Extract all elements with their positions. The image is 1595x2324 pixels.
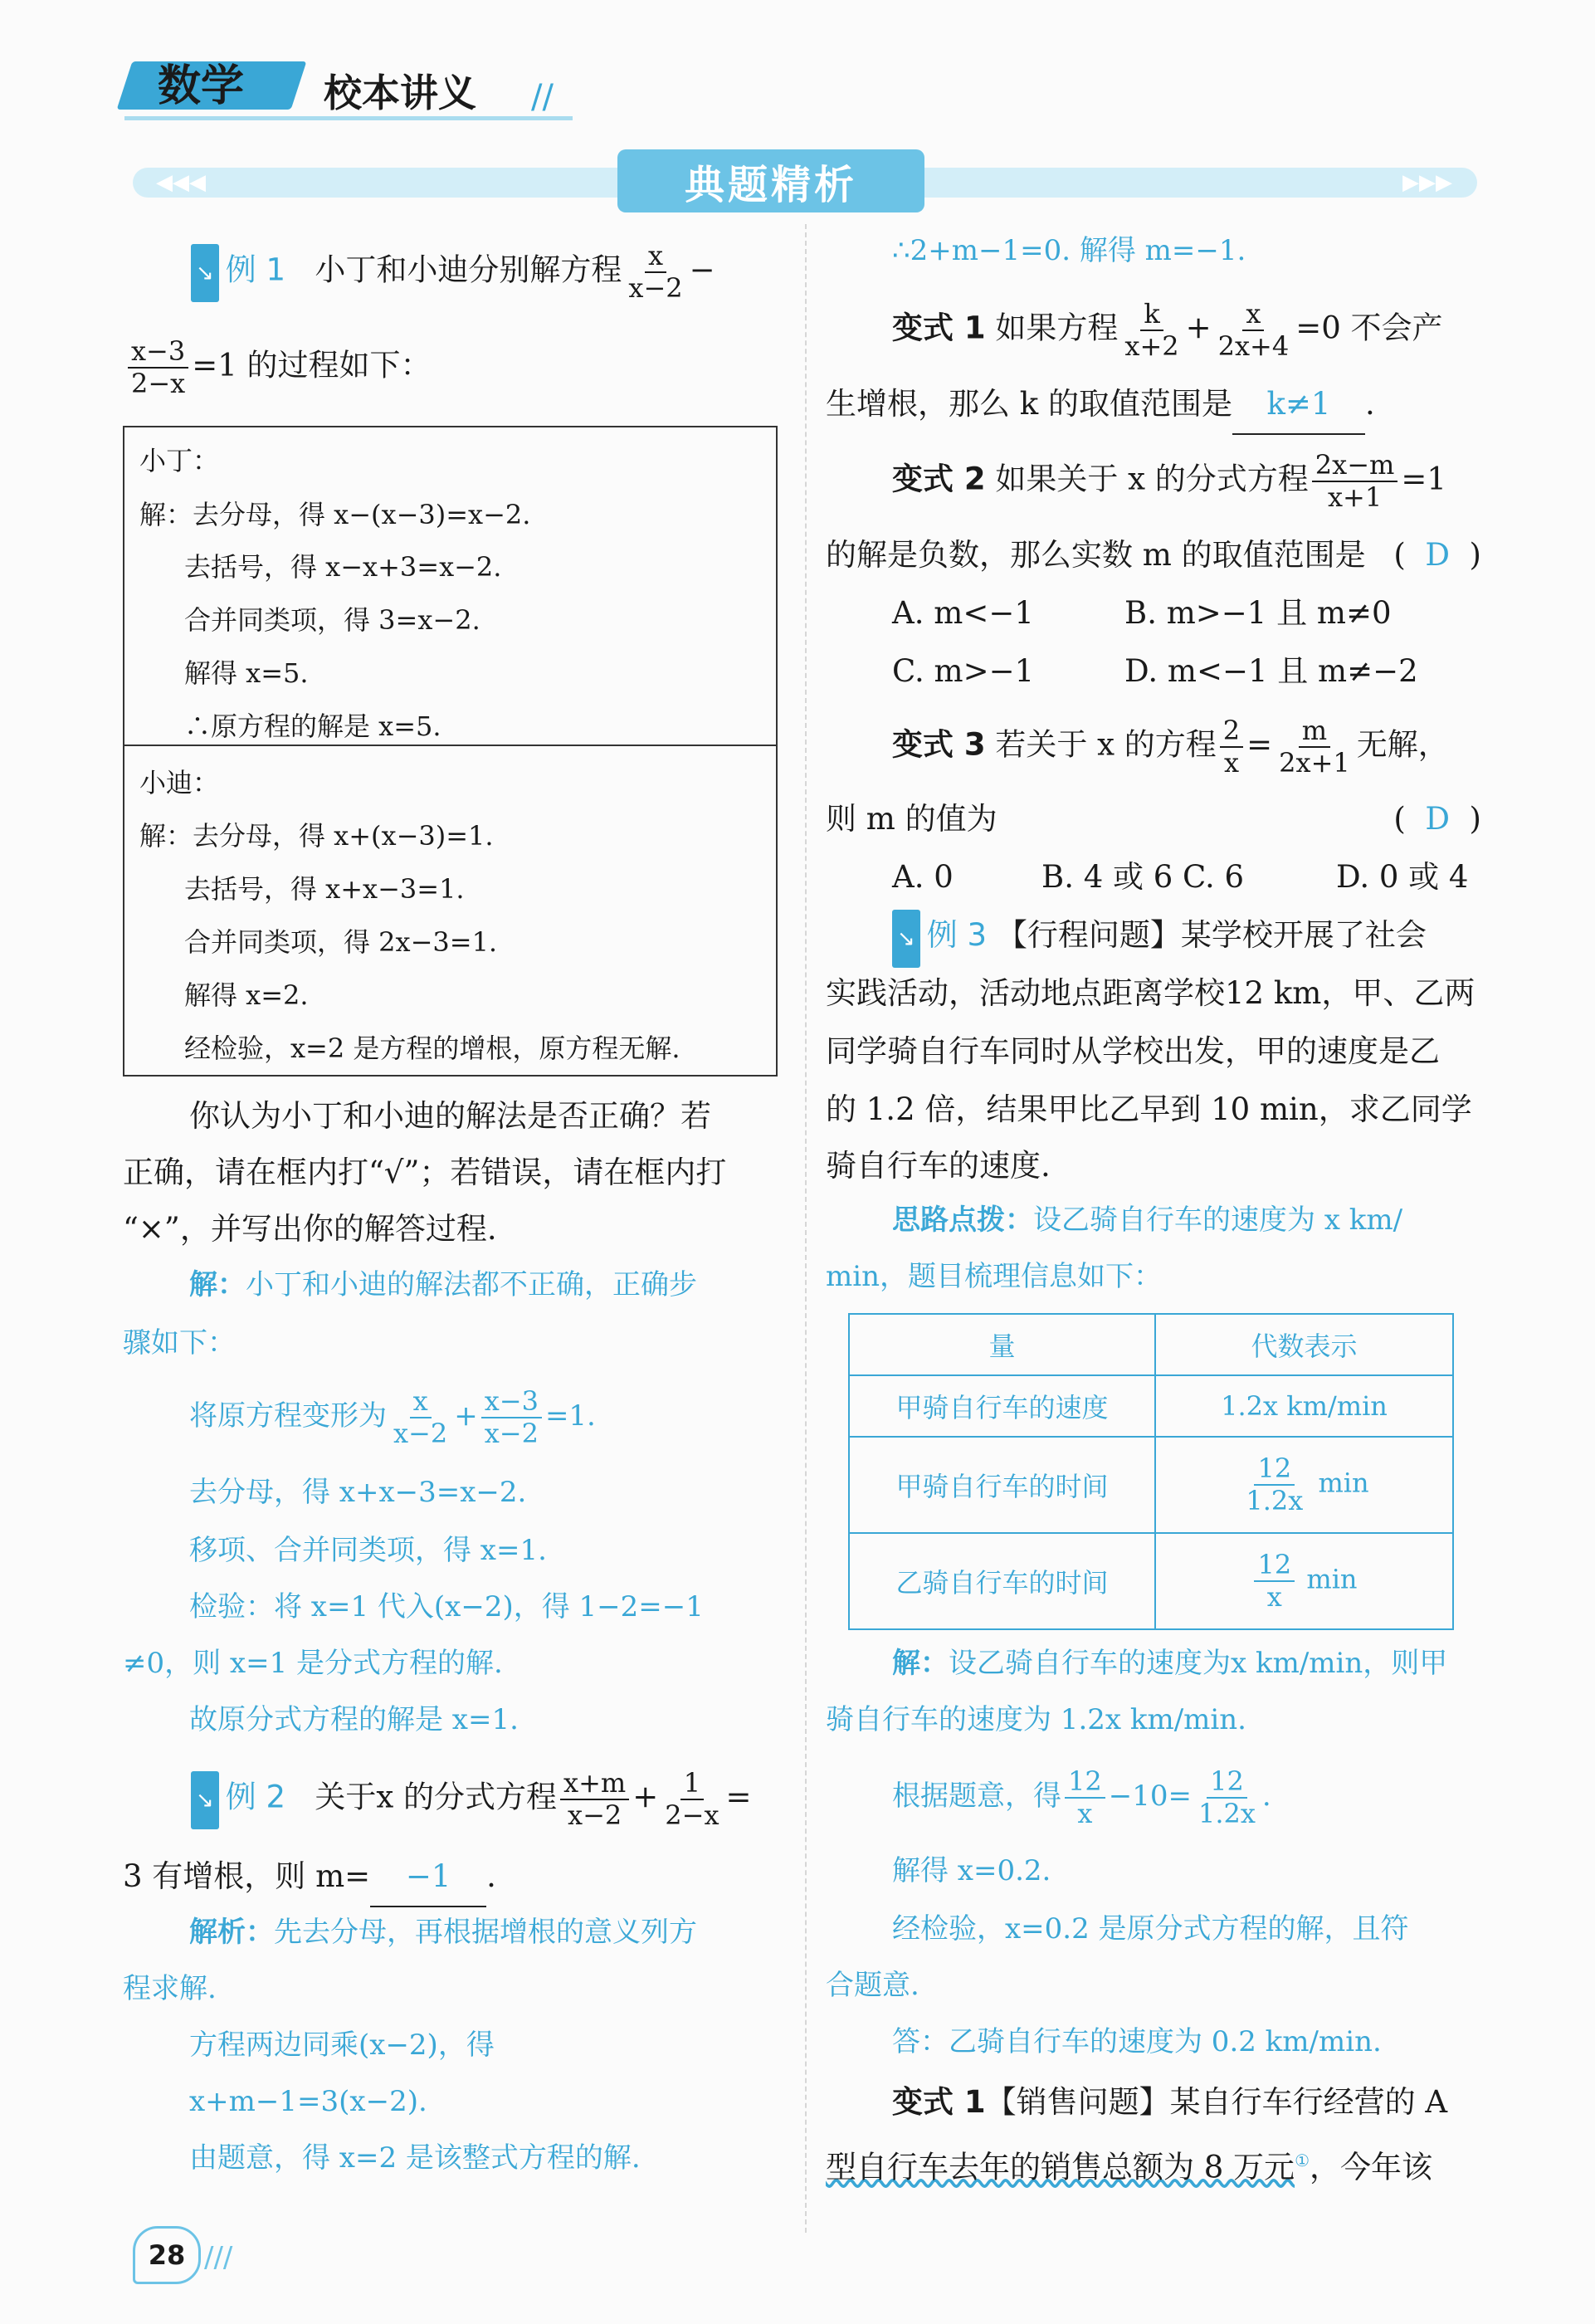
example1-sol-line-3: 检验：将 x=1 代入(x−2)，得 1−2=−1 xyxy=(189,1590,704,1623)
example2-frac2: $\frac{1}{2-x}$ xyxy=(665,1767,719,1831)
example3-line2: 实践活动，活动地点距离学校12 km，甲、乙两 xyxy=(826,975,1475,1011)
example1-solution-1 xyxy=(189,1258,697,1311)
example1-question-2: 正确，请在框内打“√”；若错误，请在框内打 xyxy=(123,1155,727,1190)
example2-step-3: 由题意，得 x=2 是该整式方程的解. xyxy=(189,2141,641,2175)
example2-label: 例 2 xyxy=(225,1779,286,1815)
example1-frac1: $\frac{x}{x-2}$ xyxy=(628,240,683,304)
solution-box xyxy=(123,426,778,1077)
variant4-line2 xyxy=(826,2131,1432,2196)
example-icon: ↘ xyxy=(191,244,219,302)
example3-eq-frac1: $\frac{12}{x}$ xyxy=(1065,1766,1105,1829)
variant2-option-a: A. m<−1 xyxy=(892,595,1034,631)
example3-line1 xyxy=(892,906,1427,968)
example3-line1-text: 某学校开展了社会 xyxy=(1180,917,1427,953)
example3-line5: 骑自行车的速度. xyxy=(826,1148,1051,1184)
example3-hint-2: min，题目梳理信息如下： xyxy=(826,1260,1163,1293)
table-cell-label: 甲骑自行车的速度 xyxy=(849,1375,1155,1437)
variant4-line1-text: 某自行车行经营的 A xyxy=(1169,2084,1448,2120)
example2-frac1: $\frac{x+m}{x-2}$ xyxy=(560,1768,629,1831)
header xyxy=(124,58,573,124)
variant4-line2-end: ，今年该 xyxy=(1310,2149,1432,2185)
example1-solution-text: 小丁和小迪的解法都不正确，正确步 xyxy=(246,1268,697,1301)
variant2-answer: D xyxy=(1425,537,1451,573)
variant3-answer-paren: ( D ) xyxy=(1393,801,1481,837)
variant1-answer: k≠1 xyxy=(1232,375,1365,435)
example1-label: 例 1 xyxy=(225,251,286,288)
example-icon: ↘ xyxy=(892,910,920,968)
banner-arrows-left: ◀◀◀ xyxy=(156,170,206,195)
info-table xyxy=(848,1313,1454,1630)
table-row xyxy=(849,1437,1453,1533)
box2-line-4: 解得 x=2. xyxy=(184,979,309,1011)
variant2-answer-paren: ( D ) xyxy=(1393,537,1481,573)
example3-sol-1 xyxy=(892,1637,1447,1690)
variant2-text: 如果关于 x 的分式方程 xyxy=(995,461,1309,497)
variant3-option-a: A. 0 xyxy=(892,859,954,895)
variant4-label: 变式 1 xyxy=(892,2084,986,2120)
example3-eq-end: . xyxy=(1261,1779,1271,1813)
example1-sol-frac2: $\frac{x-3}{x-2}$ xyxy=(481,1386,542,1449)
variant2-line2-text: 的解是负数，那么实数 m 的取值范围是 xyxy=(826,537,1366,573)
variant1-text: 如果方程 xyxy=(995,310,1119,346)
variant2-option-d: D. m<−1 且 m≠−2 xyxy=(1124,653,1418,689)
variant4-topic: 【销售问题】 xyxy=(985,2084,1170,2120)
example1-transform-text: 将原方程变形为 xyxy=(189,1399,387,1433)
box1-line-2: 去括号，得 x−x+3=x−2. xyxy=(184,551,502,583)
example3-line4: 的 1.2 倍，结果甲比乙早到 10 min，求乙同学 xyxy=(826,1091,1472,1127)
example3-eq-frac2: $\frac{12}{1.2x}$ xyxy=(1197,1765,1256,1829)
variant1-frac1: $\frac{k}{x+2}$ xyxy=(1124,298,1179,362)
box1-name: 小丁： xyxy=(139,445,220,476)
example1-intro-line2 xyxy=(124,336,432,399)
variant2-option-b: B. m>−1 且 m≠0 xyxy=(1124,595,1392,631)
example1-solution-lead: 解： xyxy=(189,1268,246,1301)
table-cell-label: 甲骑自行车的时间 xyxy=(849,1437,1155,1533)
example2-analysis-text: 先去分母，再根据增根的意义列方 xyxy=(274,1916,697,1949)
example2-analysis-lead: 解析： xyxy=(189,1916,274,1949)
variant4-footnote: ① xyxy=(1295,2151,1310,2170)
variant1-line2 xyxy=(826,375,1375,435)
example1-intro-text: 小丁和小迪分别解方程 xyxy=(315,251,622,288)
example2-line2-text: 3 有增根，则 m= xyxy=(123,1858,371,1894)
example1-sol-line-4: ≠0，则 x=1 是分式方程的解. xyxy=(123,1647,503,1680)
header-slashes: // xyxy=(531,78,554,116)
page-number-slashes: /// xyxy=(204,2241,233,2274)
example1-sol-line-1: 去分母，得 x+x−3=x−2. xyxy=(189,1476,527,1509)
variant3-line1: 变式 3 若关于 x 的方程 $\frac{2}{x}$ = $\frac{m}{2x+1}$ 无解， xyxy=(892,715,1449,779)
variant3-tail: 无解， xyxy=(1356,726,1449,763)
example3-more-2: 经检验，x=0.2 是原分式方程的解，且符 xyxy=(892,1912,1409,1946)
variant3-option-d: D. 0 或 4 xyxy=(1336,859,1469,895)
variant3-label: 变式 3 xyxy=(892,726,986,763)
example1-intro: ↘ 例 1 小丁和小迪分别解方程 $\frac{x}{x-2}$ − xyxy=(191,241,715,304)
variant1-line2-text: 生增根，那么 k 的取值范围是 xyxy=(826,386,1232,422)
example3-eq-lead: 根据题意，得 xyxy=(892,1779,1061,1813)
variant2-line2 xyxy=(826,526,1481,584)
example3-more-1: 解得 x=0.2. xyxy=(892,1854,1051,1887)
example1-question-3: “×”，并写出你的解答过程. xyxy=(123,1211,497,1247)
example2-line2-end: . xyxy=(486,1858,496,1894)
example1-sol-line-5: 故原分式方程的解是 x=1. xyxy=(189,1703,519,1736)
example1-solution-2: 骤如下： xyxy=(123,1326,236,1360)
page-number-badge xyxy=(133,2226,201,2284)
example2-answer: −1 xyxy=(370,1848,486,1907)
section-title-box xyxy=(617,149,924,212)
example2-conclusion: ∴2+m−1=0. 解得 m=−1. xyxy=(892,234,1246,267)
variant3-option-b: B. 4 或 6 xyxy=(1041,859,1173,895)
example1-transform-tail: =1. xyxy=(544,1399,596,1433)
example-icon: ↘ xyxy=(191,1771,219,1829)
box1-line-5: ∴原方程的解是 x=5. xyxy=(184,710,441,742)
example3-topic: 【行程问题】 xyxy=(996,917,1181,953)
variant2-line1 xyxy=(892,450,1446,513)
variant3-option-c: C. 6 xyxy=(1183,859,1245,895)
variant2-label: 变式 2 xyxy=(892,461,986,497)
variant3-frac2: $\frac{m}{2x+1}$ xyxy=(1279,715,1350,779)
example3-eq-mid: −10= xyxy=(1108,1779,1192,1813)
example1-question-1: 你认为小丁和小迪的解法是否正确？若 xyxy=(189,1098,711,1134)
example2-step-2: x+m−1=3(x−2). xyxy=(189,2085,427,2118)
variant2-frac: $\frac{2x-m}{x+1}$ xyxy=(1312,450,1398,513)
variant2-tail: =1 xyxy=(1401,461,1446,497)
example3-line3: 同学骑自行车同时从学校出发，甲的速度是乙 xyxy=(826,1033,1440,1069)
banner-arrows-right: ▶▶▶ xyxy=(1402,170,1452,195)
example2-analysis-1 xyxy=(189,1906,697,1959)
table-row xyxy=(849,1533,1453,1629)
example2-analysis-2: 程求解. xyxy=(123,1972,217,2005)
example1-transform: 将原方程变形为 $\frac{x}{x-2}$ + $\frac{x-3}{x-2}$ =1. xyxy=(189,1385,596,1449)
example3-more-4: 答：乙骑自行车的速度为 0.2 km/min. xyxy=(892,2025,1382,2058)
table-cell-value: $\frac{12}{x}$ min xyxy=(1155,1533,1453,1629)
example2-line2 xyxy=(123,1848,496,1907)
variant3-line2-text: 则 m 的值为 xyxy=(826,801,997,837)
example1-frac2: $\frac{x-3}{2-x}$ xyxy=(128,336,188,399)
example2-intro-text: 关于x 的分式方程 xyxy=(315,1779,558,1815)
box2-line-1: 解：去分母，得 x+(x−3)=1. xyxy=(139,820,494,852)
section-title: 典题精析 xyxy=(684,161,857,208)
header-underline xyxy=(124,116,573,120)
variant1-line2-end: . xyxy=(1364,386,1375,422)
box2-line-5: 经检验，x=2 是方程的增根，原方程无解. xyxy=(184,1033,680,1064)
example3-more-3: 合题意. xyxy=(826,1969,919,2002)
example1-intro-tail: =1 的过程如下： xyxy=(192,347,432,383)
table-cell-label: 乙骑自行车的时间 xyxy=(849,1533,1155,1629)
variant4-line2-text: 型自行车去年的销售总额为 8 万元 xyxy=(826,2149,1295,2185)
variant1-label: 变式 1 xyxy=(892,310,986,346)
table-row xyxy=(849,1375,1453,1437)
variant1-frac2: $\frac{x}{2x+4}$ xyxy=(1217,298,1290,362)
variant2-option-c: C. m>−1 xyxy=(892,653,1035,689)
example2-eq: = xyxy=(725,1779,752,1815)
box1-line-4: 解得 x=5. xyxy=(184,657,309,689)
example3-sol-lead: 解： xyxy=(892,1647,949,1680)
variant3-text: 若关于 x 的方程 xyxy=(995,726,1217,763)
variant4-line1 xyxy=(892,2073,1447,2131)
page-number: 28 xyxy=(148,2239,186,2271)
box2-line-2: 去括号，得 x+x−3=1. xyxy=(184,873,465,905)
example2-step-1: 方程两边同乘(x−2)，得 xyxy=(189,2029,495,2062)
variant3-frac1: $\frac{2}{x}$ xyxy=(1220,715,1243,779)
box1-line-1: 解：去分母，得 x−(x−3)=x−2. xyxy=(139,499,531,530)
example3-hint-lead: 思路点拨： xyxy=(892,1204,1033,1237)
example1-sol-frac1: $\frac{x}{x-2}$ xyxy=(393,1385,448,1449)
table-header: 量 xyxy=(849,1314,1155,1375)
table-header: 代数表示 xyxy=(1155,1314,1453,1375)
example3-label: 例 3 xyxy=(926,917,988,953)
example3-hint-1 xyxy=(892,1194,1402,1247)
table-cell-value: $\frac{12}{1.2x}$ min xyxy=(1155,1437,1453,1533)
box2-line-3: 合并同类项，得 2x−3=1. xyxy=(184,926,498,958)
header-book: 校本讲义 xyxy=(324,71,476,115)
example3-sol-2: 骑自行车的速度为 1.2x km/min. xyxy=(826,1703,1246,1736)
example2-intro: ↘ 例 2 关于x 的分式方程 $\frac{x+m}{x-2}$ + $\frac{1}{2-x}$ = xyxy=(191,1768,752,1831)
variant1-line1: 变式 1 如果方程 $\frac{k}{x+2}$ + $\frac{x}{2x+4}$ =0 不会产 xyxy=(892,298,1443,362)
box2-name: 小迪： xyxy=(139,767,220,798)
box-divider xyxy=(124,745,776,746)
variant3-answer: D xyxy=(1425,801,1451,837)
table-cell-value: 1.2x km/min xyxy=(1155,1375,1453,1437)
example1-sol-line-2: 移项、合并同类项，得 x=1. xyxy=(189,1534,547,1567)
example3-sol-text: 设乙骑自行车的速度为x km/min，则甲 xyxy=(949,1647,1448,1680)
header-subject: 数学 xyxy=(158,61,245,111)
box1-line-3: 合并同类项，得 3=x−2. xyxy=(184,604,480,636)
example3-equation xyxy=(892,1766,1271,1829)
table-header-row xyxy=(849,1314,1453,1375)
variant1-tail: =0 不会产 xyxy=(1295,310,1443,346)
variant3-line2 xyxy=(826,790,1481,848)
example3-hint-text: 设乙骑自行车的速度为 x km/ xyxy=(1033,1204,1403,1237)
column-divider xyxy=(805,224,807,2233)
